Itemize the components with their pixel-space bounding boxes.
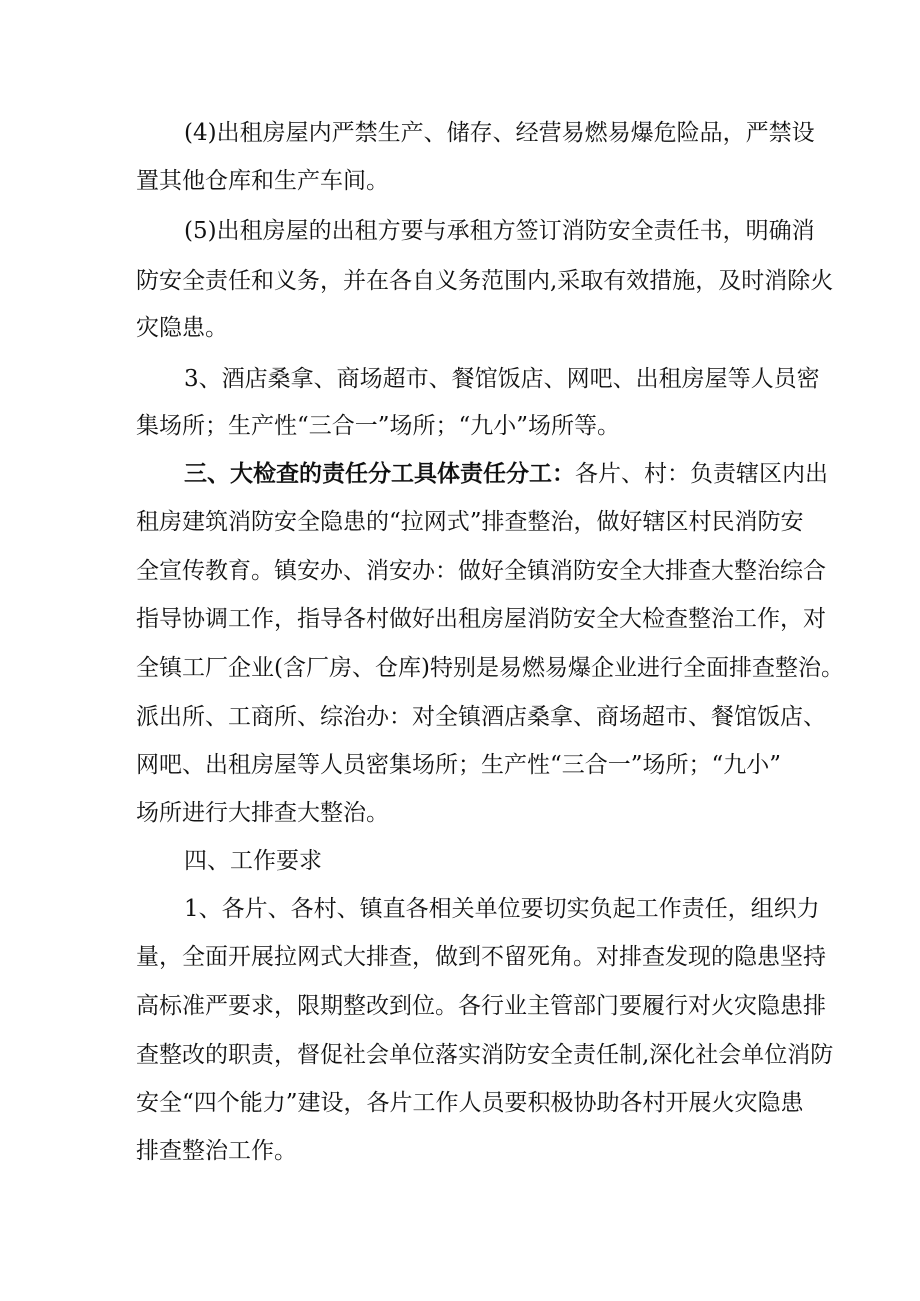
- paragraph-line: 租房建筑消防安全隐患的“拉网式”排查整治，做好辖区村民消防安: [136, 509, 804, 535]
- paragraph-line: 3、酒店桑拿、商场超市、餐馆饭店、网吧、出租房屋等人员密: [184, 366, 820, 392]
- paragraph-line: 高标准严要求，限期整改到位。各行业主管部门要履行对火灾隐患排: [136, 993, 826, 1019]
- paragraph-line: 查整改的职责，督促社会单位落实消防安全责任制,深化社会单位消防: [136, 1042, 834, 1068]
- paragraph-line: 全镇工厂企业(含厂房、仓库)特别是易燃易爆企业进行全面排查整治。: [136, 655, 844, 681]
- paragraph-line: 场所进行大排查大整治。: [136, 800, 389, 826]
- paragraph-line: 全宣传教育。镇安办、消安办：做好全镇消防安全大排查大整治综合: [136, 558, 826, 584]
- paragraph-line: 集场所；生产性“三合一”场所；“九小”场所等。: [136, 413, 621, 439]
- paragraph-line: 派出所、工商所、综治办：对全镇酒店桑拿、商场超市、餐馆饭店、: [136, 704, 826, 730]
- section-heading-line: [184, 459, 828, 489]
- paragraph-line: 量，全面开展拉网式大排查，做到不留死角。对排查发现的隐患坚持: [136, 944, 826, 970]
- paragraph-line: 网吧、出租房屋等人员密集场所；生产性“三合一”场所；“九小”: [136, 752, 782, 778]
- paragraph-line: (5)出租房屋的出租方要与承租方签订消防安全责任书，明确消: [184, 218, 815, 244]
- paragraph-line: 排查整治工作。: [136, 1138, 297, 1164]
- paragraph-line: 置其他仓库和生产车间。: [136, 168, 389, 194]
- section-heading: 三、大检查的责任分工具体责任分工：: [184, 460, 575, 487]
- paragraph-line: 防安全责任和义务，并在各自义务范围内,采取有效措施，及时消除火: [136, 268, 834, 294]
- paragraph-line: 指导协调工作，指导各村做好出租房屋消防安全大检查整治工作，对: [136, 606, 826, 632]
- paragraph-line: (4)出租房屋内严禁生产、储存、经营易燃易爆危险品，严禁设: [184, 120, 815, 146]
- paragraph-line: 安全“四个能力”建设，各片工作人员要积极协助各村开展火灾隐患: [136, 1090, 804, 1116]
- section-heading-continuation: 各片、村：负责辖区内出: [575, 461, 828, 487]
- paragraph-line: 1、各片、各村、镇直各相关单位要切实负起工作责任，组织力: [184, 896, 820, 922]
- paragraph-line: 灾隐患。: [136, 315, 228, 341]
- section-heading: 四、工作要求: [184, 848, 322, 874]
